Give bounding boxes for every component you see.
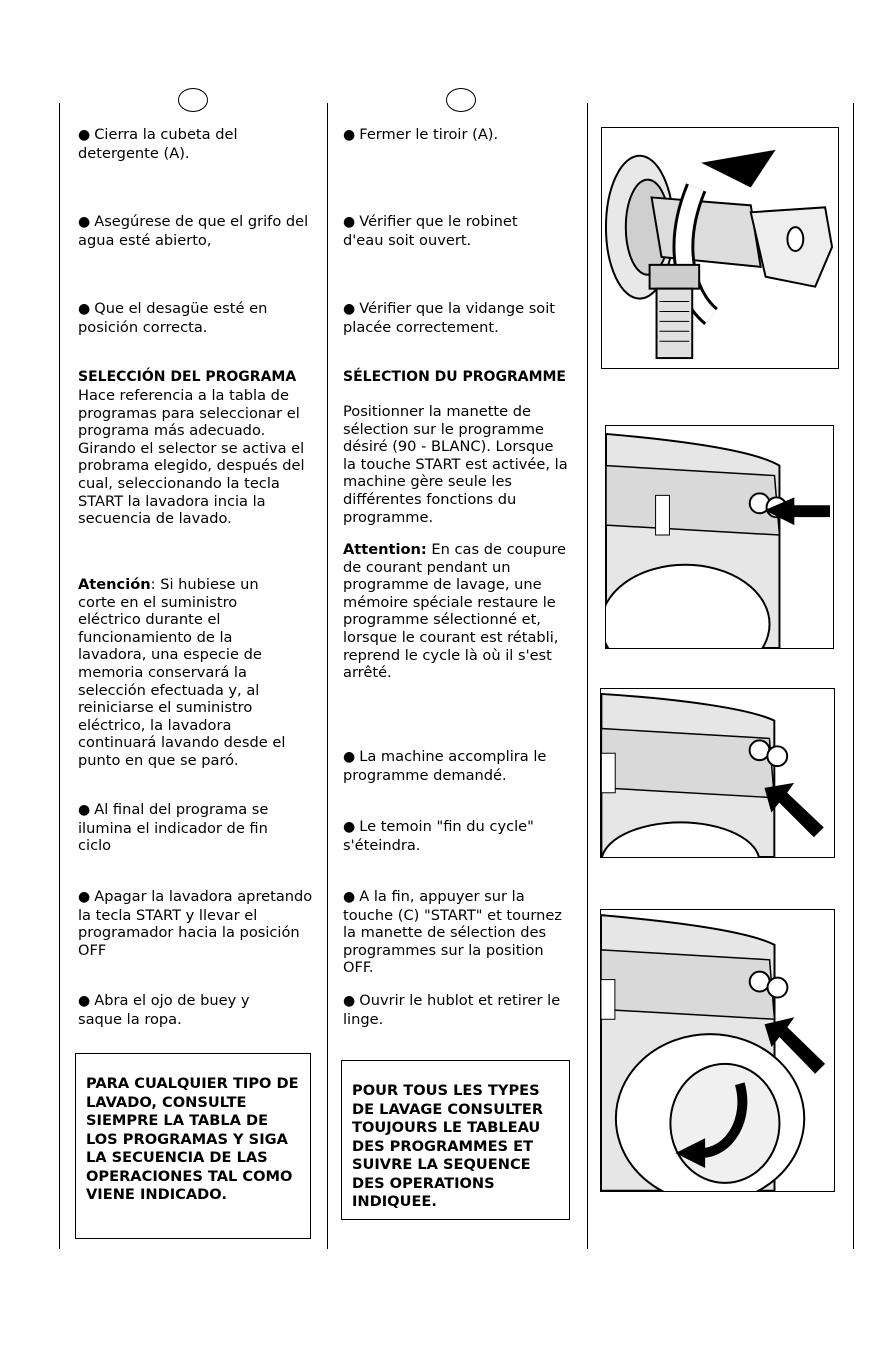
bullet-icon: ● <box>78 889 91 905</box>
spanish-item-3: ● Que el desagüe esté en posición correcta. <box>78 300 268 336</box>
bullet-icon: ● <box>78 301 91 317</box>
bullet-icon: ● <box>78 993 91 1009</box>
spanish-section-title: SELECCIÓN DEL PROGRAMA <box>78 369 297 385</box>
french-attention-label: Attention: <box>343 541 427 558</box>
machine-selector-illustration <box>605 425 834 649</box>
spanish-item-1: ● Cierra la cubeta del detergente (A). <box>78 126 238 162</box>
language-marker-spanish-icon <box>178 88 208 112</box>
column-divider-right <box>853 103 854 1249</box>
spanish-attention <box>78 576 300 770</box>
washing-machine-icon <box>601 689 834 857</box>
french-item-4: ● La machine accomplira le programme demandé. <box>343 748 547 784</box>
bullet-icon: ● <box>343 301 356 317</box>
bullet-icon: ● <box>343 214 356 230</box>
french-section-title: SÉLECTION DU PROGRAMME <box>343 369 566 385</box>
column-divider-middle-2 <box>587 103 588 1249</box>
bullet-icon: ● <box>343 993 356 1009</box>
french-notice-box <box>341 1060 570 1220</box>
french-item-5: ● Le temoin "fin du cycle" s'éteindra. <box>343 818 534 854</box>
water-tap-icon <box>602 128 838 368</box>
bullet-icon: ● <box>343 127 356 143</box>
column-divider-middle-1 <box>327 103 328 1249</box>
spanish-attention-text: : Si hubiese un corte en el suministro eléctrico durante el funcionamiento de la lavadora, una especie de memoria conservará la selección efectuada y, al reiniciarse el suministro eléctrico, la lavadora continuará lavando desde el punto en que se paró. <box>78 576 286 769</box>
machine-start-illustration <box>600 688 835 858</box>
water-tap-illustration <box>601 127 839 369</box>
bullet-icon: ● <box>343 749 356 765</box>
french-section-text: Positionner la manette de sélection sur le programme désiré (90 - BLANC). Lorsque la touche START est activée, la machine gère seule les différentes fonctions du programme. <box>343 403 568 526</box>
bullet-icon: ● <box>78 802 91 818</box>
washing-machine-icon <box>601 910 834 1191</box>
spanish-item-5: ● Apagar la lavadora apretando la tecla START y llevar el programador hacia la posición OFF <box>78 888 313 959</box>
spanish-item-6: ● Abra el ojo de buey y saque la ropa. <box>78 992 250 1028</box>
french-notice-text: POUR TOUS LES TYPES DE LAVAGE CONSULTER TOUJOURS LE TABLEAU DES PROGRAMMES ET SUIVRE LA SEQUENCE DES OPERATIONS INDIQUEE. <box>352 1082 544 1210</box>
french-attention-text: En cas de coupure de courant pendant un programme de lavage, une mémoire spéciale restaure le programme sélectionné et, lorsque le courant est rétabli, reprend le cycle là où il s'est arrêté. <box>343 541 566 682</box>
bullet-icon: ● <box>78 214 91 230</box>
bullet-icon: ● <box>78 127 91 143</box>
french-item-6: ● A la fin, appuyer sur la touche (C) "START" et tournez la manette de sélection des programmes sur la position OFF. <box>343 888 562 977</box>
french-item-3: ● Vérifier que la vidange soit placée correctement. <box>343 300 556 336</box>
spanish-attention-label: Atención <box>78 576 151 593</box>
spanish-section-text: Hace referencia a la tabla de programas para seleccionar el programa más adecuado. Girando el selector se activa el probrama elegido, después del cual, seleccionando la tecla START la lavadora incia la secuencia de lavado. <box>78 387 305 528</box>
spanish-notice-box <box>75 1053 311 1239</box>
bullet-icon: ● <box>343 819 356 835</box>
spanish-item-4: ● Al final del programa se ilumina el indicador de fin ciclo <box>78 801 269 855</box>
machine-door-illustration <box>600 909 835 1192</box>
column-divider-left <box>59 103 60 1249</box>
spanish-notice-text: PARA CUALQUIER TIPO DE LAVADO, CONSULTE SIEMPRE LA TABLA DE LOS PROGRAMAS Y SIGA LA SECUENCIA DE LAS OPERACIONES TAL COMO VIENE INDICADO. <box>86 1075 299 1203</box>
spanish-item-2: ● Asegúrese de que el grifo del agua esté abierto, <box>78 213 309 249</box>
french-item-7: ● Ouvrir le hublot et retirer le linge. <box>343 992 561 1028</box>
french-item-1: ● Fermer le tiroir (A). <box>343 126 499 143</box>
bullet-icon: ● <box>343 889 356 905</box>
french-item-2: ● Vérifier que le robinet d'eau soit ouvert. <box>343 213 518 249</box>
washing-machine-icon <box>606 426 833 648</box>
french-attention <box>343 541 571 682</box>
language-marker-french-icon <box>446 88 476 112</box>
